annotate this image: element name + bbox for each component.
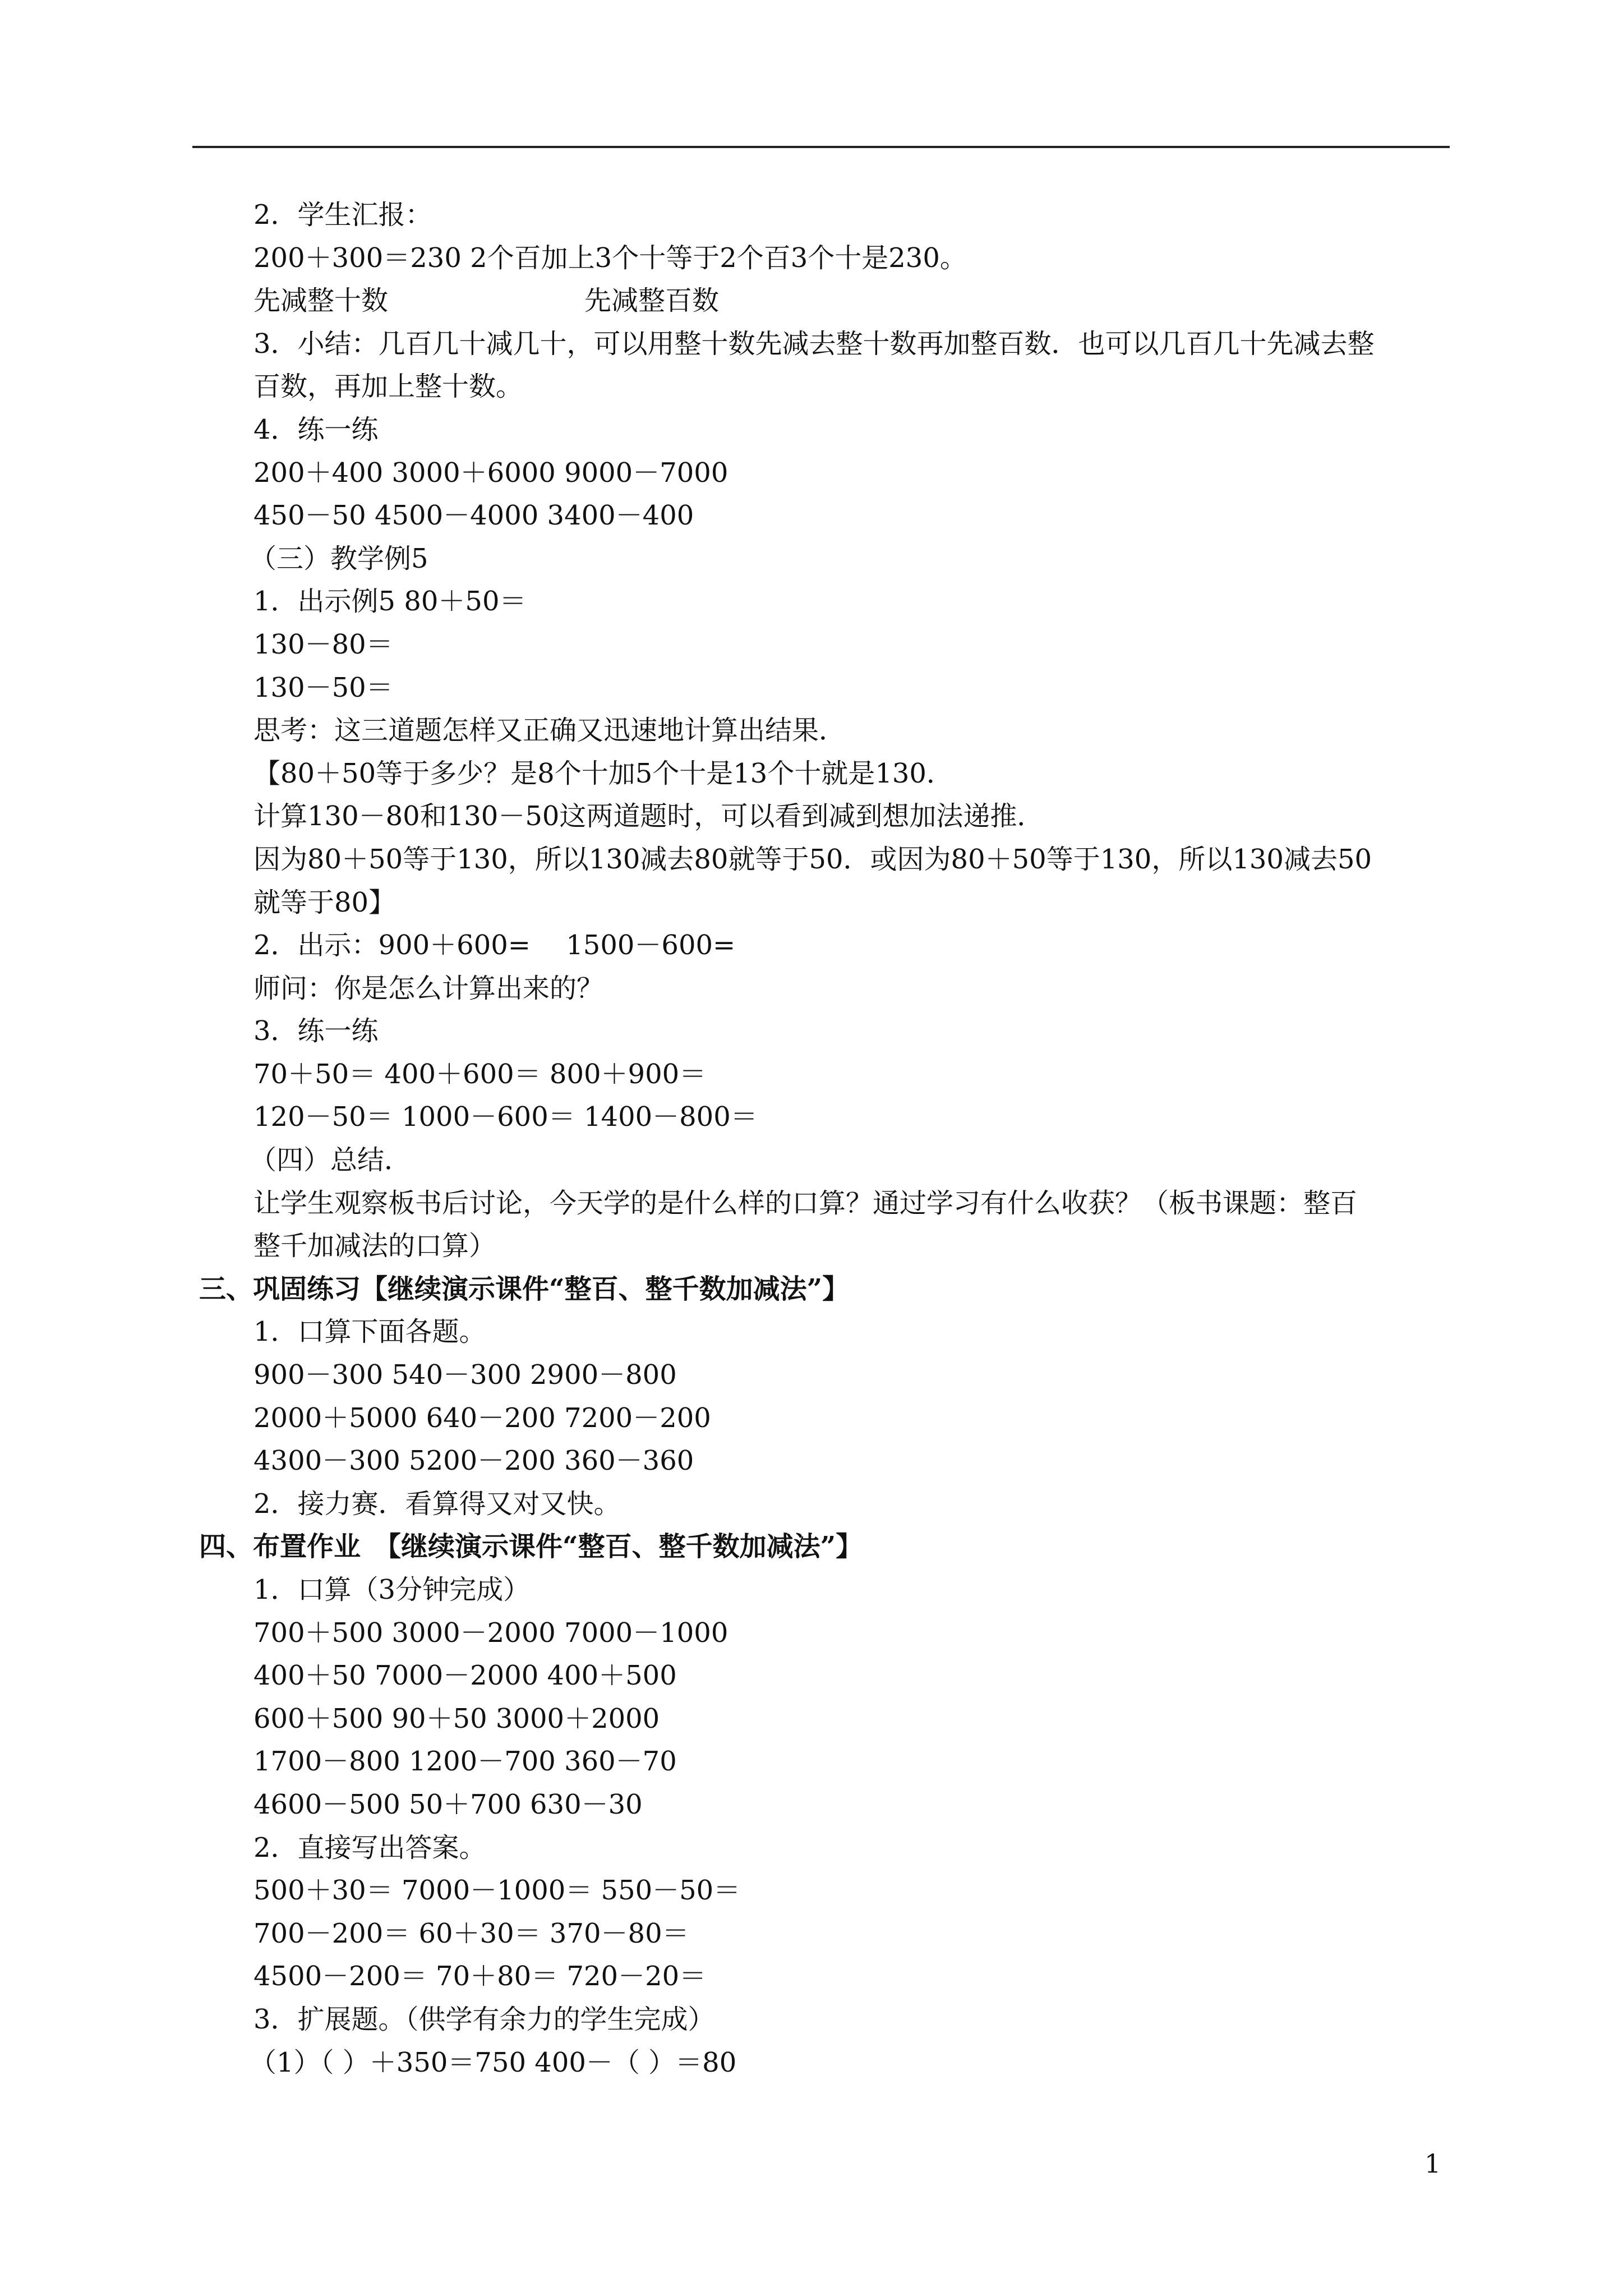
text-line: 4500－200＝ 70＋80＝ 720－20＝ <box>253 1961 707 1993</box>
left-column-text: 先减整十数 <box>253 285 389 317</box>
text-line: 2．学生汇报： <box>253 199 432 231</box>
right-column-text: 先减整百数 <box>584 285 720 317</box>
text-line: 400＋50 7000－2000 400＋500 <box>253 1660 677 1692</box>
text-line: 让学生观察板书后讨论，今天学的是什么样的口算？通过学习有什么收获？（板书课题：整百 <box>253 1187 1358 1219</box>
two-column-line <box>0 279 1623 323</box>
text-line: 计算130－80和130－50这两道题时，可以看到减到想加法递推． <box>253 800 1044 832</box>
text-line: 4600－500 50＋700 630－30 <box>253 1788 643 1820</box>
text-line: 【80＋50等于多少？是8个十加5个十是13个十就是130． <box>253 757 953 789</box>
document-body <box>0 194 1623 2084</box>
text-line: 500＋30＝ 7000－1000＝ 550－50＝ <box>253 1875 741 1907</box>
text-line: 900－300 540－300 2900－800 <box>253 1359 677 1391</box>
text-line: 百数，再加上整十数。 <box>253 371 523 403</box>
text-line: 4300－300 5200－200 360－360 <box>253 1445 694 1477</box>
text-line: 120－50＝ 1000－600＝ 1400－800＝ <box>253 1101 758 1133</box>
section-heading: 四、布置作业 【继续演示课件“整百、整千数加减法”】 <box>199 1531 863 1563</box>
text-line: 2．直接写出答案。 <box>253 1832 486 1864</box>
section-heading: 三、巩固练习【继续演示课件“整百、整千数加减法”】 <box>199 1273 850 1305</box>
text-line: 3．小结：几百几十减几十，可以用整十数先减去整十数再加整百数．也可以几百几十先减去整 <box>253 328 1375 360</box>
text-line: （1）（ ）＋350＝750 400－（ ）＝80 <box>250 2046 737 2078</box>
page-number: 1 <box>1424 2148 1441 2179</box>
text-line: 130－50＝ <box>253 671 393 703</box>
text-line: 整千加减法的口算） <box>253 1230 496 1262</box>
text-line: 600＋500 90＋50 3000＋2000 <box>253 1703 660 1734</box>
text-line: 思考：这三道题怎样又正确又迅速地计算出结果． <box>253 715 846 747</box>
text-line: 70＋50＝ 400＋600＝ 800＋900＝ <box>253 1058 707 1090</box>
text-line: 700＋500 3000－2000 7000－1000 <box>253 1617 728 1649</box>
text-line: 1．出示例5 80＋50＝ <box>253 586 527 618</box>
subsection-title: （四）总结． <box>250 1144 412 1176</box>
text-line: 师问：你是怎么计算出来的？ <box>253 972 604 1004</box>
text-line: 就等于80】 <box>253 886 396 918</box>
text-line: 3．练一练 <box>253 1015 379 1047</box>
text-line: 2．出示：900＋600= 1500－600= <box>253 930 736 961</box>
text-line: 因为80＋50等于130，所以130减去80就等于50．或因为80＋50等于130，所以130减去50 <box>253 843 1372 875</box>
text-line: 2．接力赛．看算得又对又快。 <box>253 1488 621 1520</box>
text-line: 3．扩展题。（供学有余力的学生完成） <box>253 2003 715 2035</box>
text-line: 200＋400 3000＋6000 9000－7000 <box>253 457 728 489</box>
subsection-title: （三）教学例5 <box>250 542 428 574</box>
text-line: 1．口算（3分钟完成） <box>253 1574 531 1605</box>
text-line: 450－50 4500－4000 3400－400 <box>253 500 694 532</box>
text-line: 130－80＝ <box>253 628 393 660</box>
text-line: 4．练一练 <box>253 413 379 445</box>
text-line: 2000＋5000 640－200 7200－200 <box>253 1402 711 1434</box>
text-line: 1．口算下面各题。 <box>253 1316 486 1348</box>
text-line: 200＋300＝230 2个百加上3个十等于2个百3个十是230。 <box>253 242 967 274</box>
text-line: 700－200＝ 60＋30＝ 370－80＝ <box>253 1917 689 1949</box>
text-line: 1700－800 1200－700 360－70 <box>253 1746 677 1778</box>
header-rule <box>192 146 1450 148</box>
